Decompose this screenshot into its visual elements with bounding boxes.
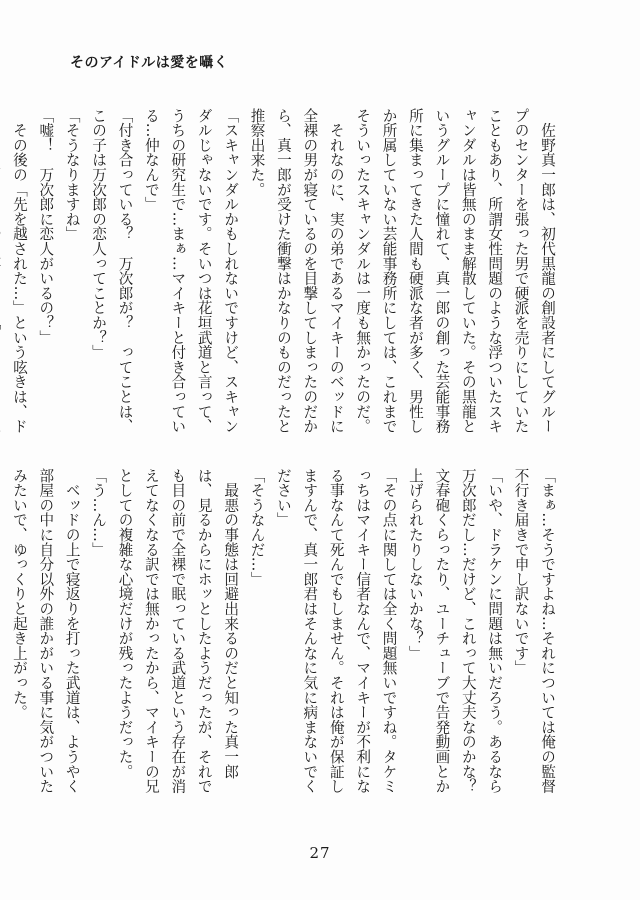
paragraph: 「いや、ドラケンに問題は無いだろう。あるなら万次郎だし…だけど、これって大丈夫なのかな？ 文春砲くらったり、ユーチューブで告発動画とか上げられたりしないかな？」 [406,468,504,809]
text-block-bottom [10,468,560,809]
paragraph: 「その点に関しては全く問題無いですね。タケミっちはマイキー信者なんで、マイキーが不利になる事なんて死んでもしません。それは俺が保証しますんで、真一郎君はそんなに気に病まないでください」 [274,468,398,794]
paragraph: 「スキャンダルかもしれないですけど、スキャンダルじゃないです。そいつは花垣武道と言って、うちの研究生で…まぁ…マイキーと付き合っている…仲なんで」 [142,108,240,434]
paragraph: その後の「先を越された…」という呟きは、ド [10,122,28,434]
page-number: 27 [309,844,331,862]
paragraph: 「付き合っている？ 万次郎が？ ってことは、この子は万次郎の恋人ってことか？」 [90,108,134,434]
paragraph: 最悪の事態は回避出来るのだと知った真一郎は、見るからにホッとしたようだったが、それでも目の前で全裸で眠っている武道という存在が消えてなくなる訳では無かったから、マイキーの兄としての複雑な心境だけが残ったようだった。 [116,468,240,794]
paragraph: 「そうなんだ…」 [248,468,266,587]
running-title: そのアイドルは愛を囁く [70,55,229,71]
paragraph: ベッドの上で寝返りを打った武道は、ようやく部屋の中に自分以外の誰かがいる事に気がついたみたいで、ゆっくりと起き上がった。 [10,468,81,794]
paragraph: 「嘘！ 万次郎に恋人がいるの？」 [37,108,55,345]
paragraph: 佐野真一郎は、初代黒龍の創設者にしてグループのセンターを張った男で硬派を売りにしていたこともあり、所謂女性問題のような浮ついたスキャンダルは皆無のまま解散していた。その黒龍というグループに憧れて、真一郎の創った芸能事務所に集まってきた人間も硬派な者が多く、男性しか所属していない芸能事務所にしては、これまでそういったスキャンダルは一度も無かったのだ。 [354,108,556,434]
text-block-top [10,108,560,443]
paragraph: それなのに、実の弟であるマイキーのベッドに全裸の男が寝ているのを目撃してしまったのだから、真一郎が受けた衝撃はかなりのものだったと推察出来た。 [248,108,345,434]
paragraph: 「う…ん…」 [90,468,108,557]
paragraph: 「そうなりますね」 [63,108,81,242]
paragraph: 「まぁ…そうですよね…それについては俺の監督不行き届きで申し訳ないです」 [512,468,556,794]
